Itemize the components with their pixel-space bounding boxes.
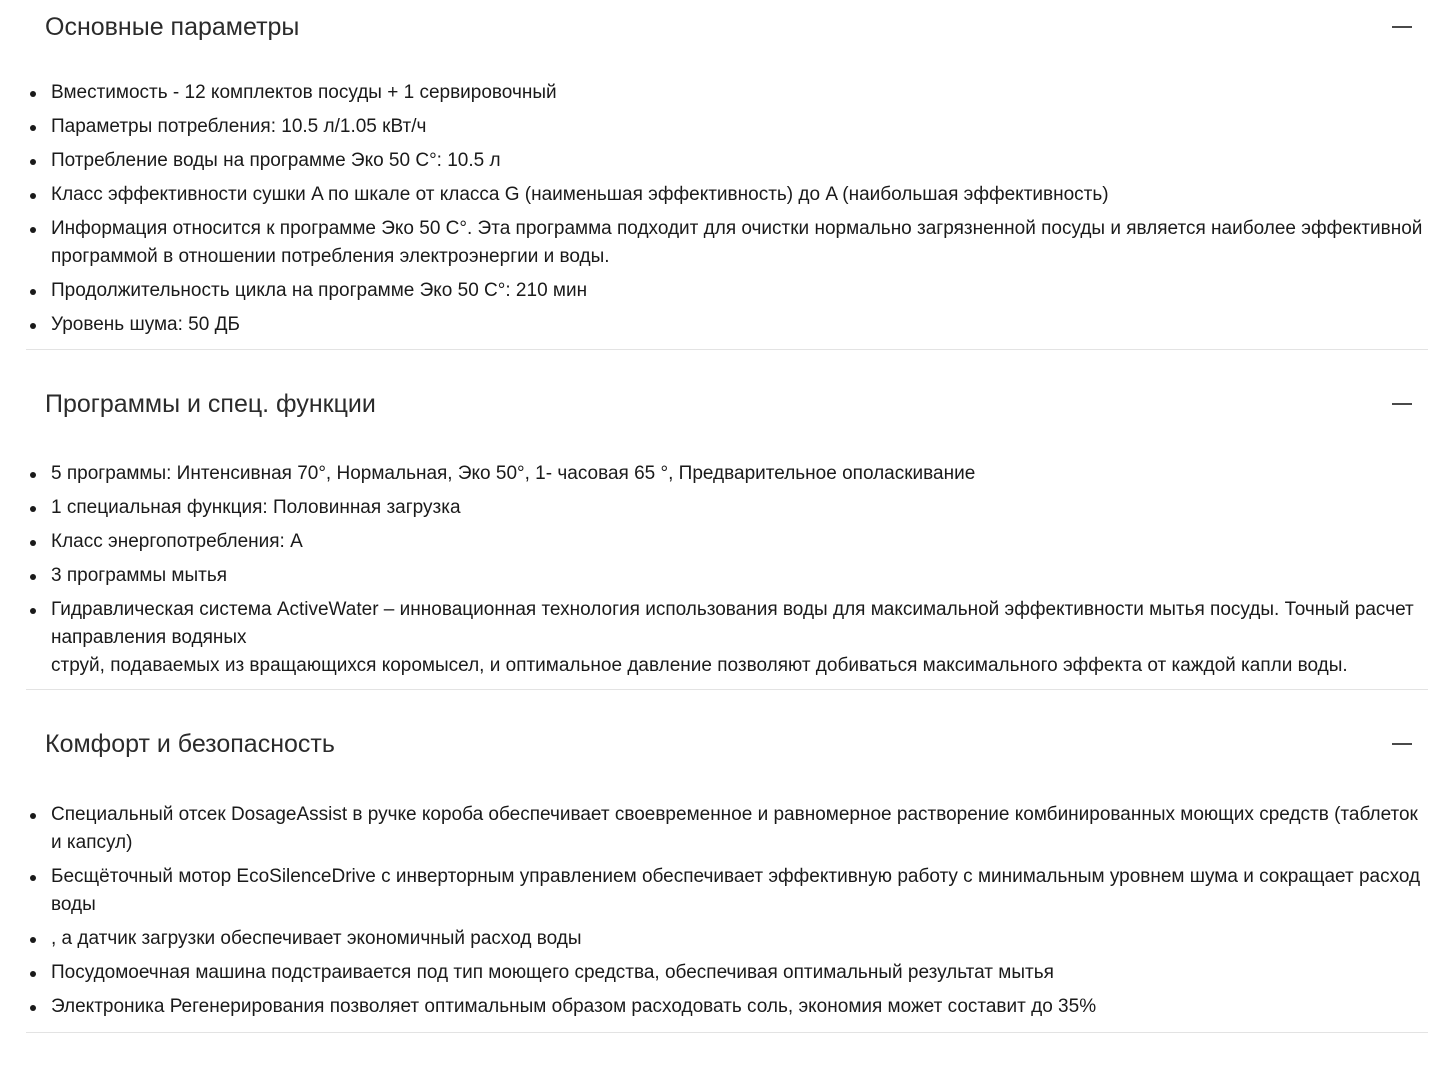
list-item xyxy=(26,311,1428,339)
list-item xyxy=(26,993,1428,1021)
bullet-icon xyxy=(30,937,36,943)
bullet-icon xyxy=(30,91,36,97)
bullet-icon xyxy=(30,875,36,881)
bullet-icon xyxy=(30,813,36,819)
list-item xyxy=(26,562,1428,590)
bullet-icon xyxy=(30,608,36,614)
list-item-text: Вместимость - 12 комплектов посуды + 1 сервировочный xyxy=(51,82,557,103)
section-title: Программы и спец. функции xyxy=(45,390,376,418)
bullet-icon xyxy=(30,227,36,233)
list-item xyxy=(26,277,1428,305)
list-item xyxy=(26,113,1428,141)
list-item xyxy=(26,494,1428,522)
section-comfort-safety xyxy=(26,690,1428,1033)
list-item xyxy=(26,596,1428,680)
list-item xyxy=(26,925,1428,953)
list-item-text: 3 программы мытья xyxy=(51,565,228,586)
bullet-icon xyxy=(30,506,36,512)
spec-list xyxy=(26,437,1428,689)
collapse-minus-icon[interactable] xyxy=(1392,403,1412,405)
collapse-minus-icon[interactable] xyxy=(1392,743,1412,745)
bullet-icon xyxy=(30,472,36,478)
list-item-text: Бесщёточный мотор EcoSilenceDrive с инверторным управлением обеспечивает эффективную работу с минимальным уровнем шума и сокращает расход воды xyxy=(51,866,1421,915)
list-item-text: Электроника Регенерирования позволяет оптимальным образом расходовать соль, экономия может составит до 35% xyxy=(51,996,1097,1017)
bullet-icon xyxy=(30,289,36,295)
list-item-text: Информация относится к программе Эко 50 C°. Эта программа подходит для очистки нормально загрязненной посуды и является наиболее эффективной программой в отношении потребления электроэнергии и воды. xyxy=(51,218,1423,267)
list-item xyxy=(26,801,1428,857)
bullet-icon xyxy=(30,125,36,131)
section-header-comfort-safety[interactable] xyxy=(26,690,1428,777)
list-item xyxy=(26,147,1428,175)
bullet-icon xyxy=(30,323,36,329)
list-item-text: Гидравлическая система ActiveWater – инновационная технология использования воды для максимальной эффективности мытья посуды. Точный расчет направления водяных струй, подаваемых из вращающихся коромысел, и оптимальное давление позволяют добиваться максимального эффекта от каждой капли воды. xyxy=(51,599,1414,676)
bullet-icon xyxy=(30,574,36,580)
list-item-text: 1 специальная функция: Половинная загрузка xyxy=(51,497,461,518)
section-programs-functions xyxy=(26,350,1428,690)
list-item xyxy=(26,460,1428,488)
list-item-text: Класс эффективности сушки A по шкале от класса G (наименьшая эффективность) до A (наибольшая эффективность) xyxy=(51,184,1109,205)
list-item-text: , а датчик загрузки обеспечивает экономичный расход воды xyxy=(51,928,582,949)
list-item-text: Параметры потребления: 10.5 л/1.05 кВт/ч xyxy=(51,116,427,137)
section-header-programs-functions[interactable] xyxy=(26,350,1428,437)
list-item xyxy=(26,79,1428,107)
list-item-text: Уровень шума: 50 ДБ xyxy=(51,314,240,335)
section-main-parameters xyxy=(26,0,1428,350)
spec-list xyxy=(26,777,1428,1032)
list-item-text: 5 программы: Интенсивная 70°, Нормальная, Эко 50°, 1- часовая 65 °, Предварительное ополаскивание xyxy=(51,463,976,484)
list-item-text: Класс энергопотребления: A xyxy=(51,531,303,552)
bullet-icon xyxy=(30,971,36,977)
section-title: Основные параметры xyxy=(45,13,300,41)
list-item-text: Посудомоечная машина подстраивается под тип моющего средства, обеспечивая оптимальный результат мытья xyxy=(51,962,1054,983)
list-item-text: Продолжительность цикла на программе Эко 50 C°: 210 мин xyxy=(51,280,588,301)
list-item xyxy=(26,181,1428,209)
list-item xyxy=(26,215,1428,271)
list-item xyxy=(26,528,1428,556)
bullet-icon xyxy=(30,1005,36,1011)
bullet-icon xyxy=(30,159,36,165)
spec-list xyxy=(26,56,1428,349)
section-title: Комфорт и безопасность xyxy=(45,730,335,758)
list-item xyxy=(26,959,1428,987)
list-item-text: Специальный отсек DosageAssist в ручке короба обеспечивает своевременное и равномерное растворение комбинированных моющих средств (таблеток и капсул) xyxy=(51,804,1418,853)
bullet-icon xyxy=(30,193,36,199)
bullet-icon xyxy=(30,540,36,546)
collapse-minus-icon[interactable] xyxy=(1392,26,1412,28)
section-header-main-parameters[interactable] xyxy=(26,0,1428,56)
list-item xyxy=(26,863,1428,919)
list-item-text: Потребление воды на программе Эко 50 C°: 10.5 л xyxy=(51,150,501,171)
